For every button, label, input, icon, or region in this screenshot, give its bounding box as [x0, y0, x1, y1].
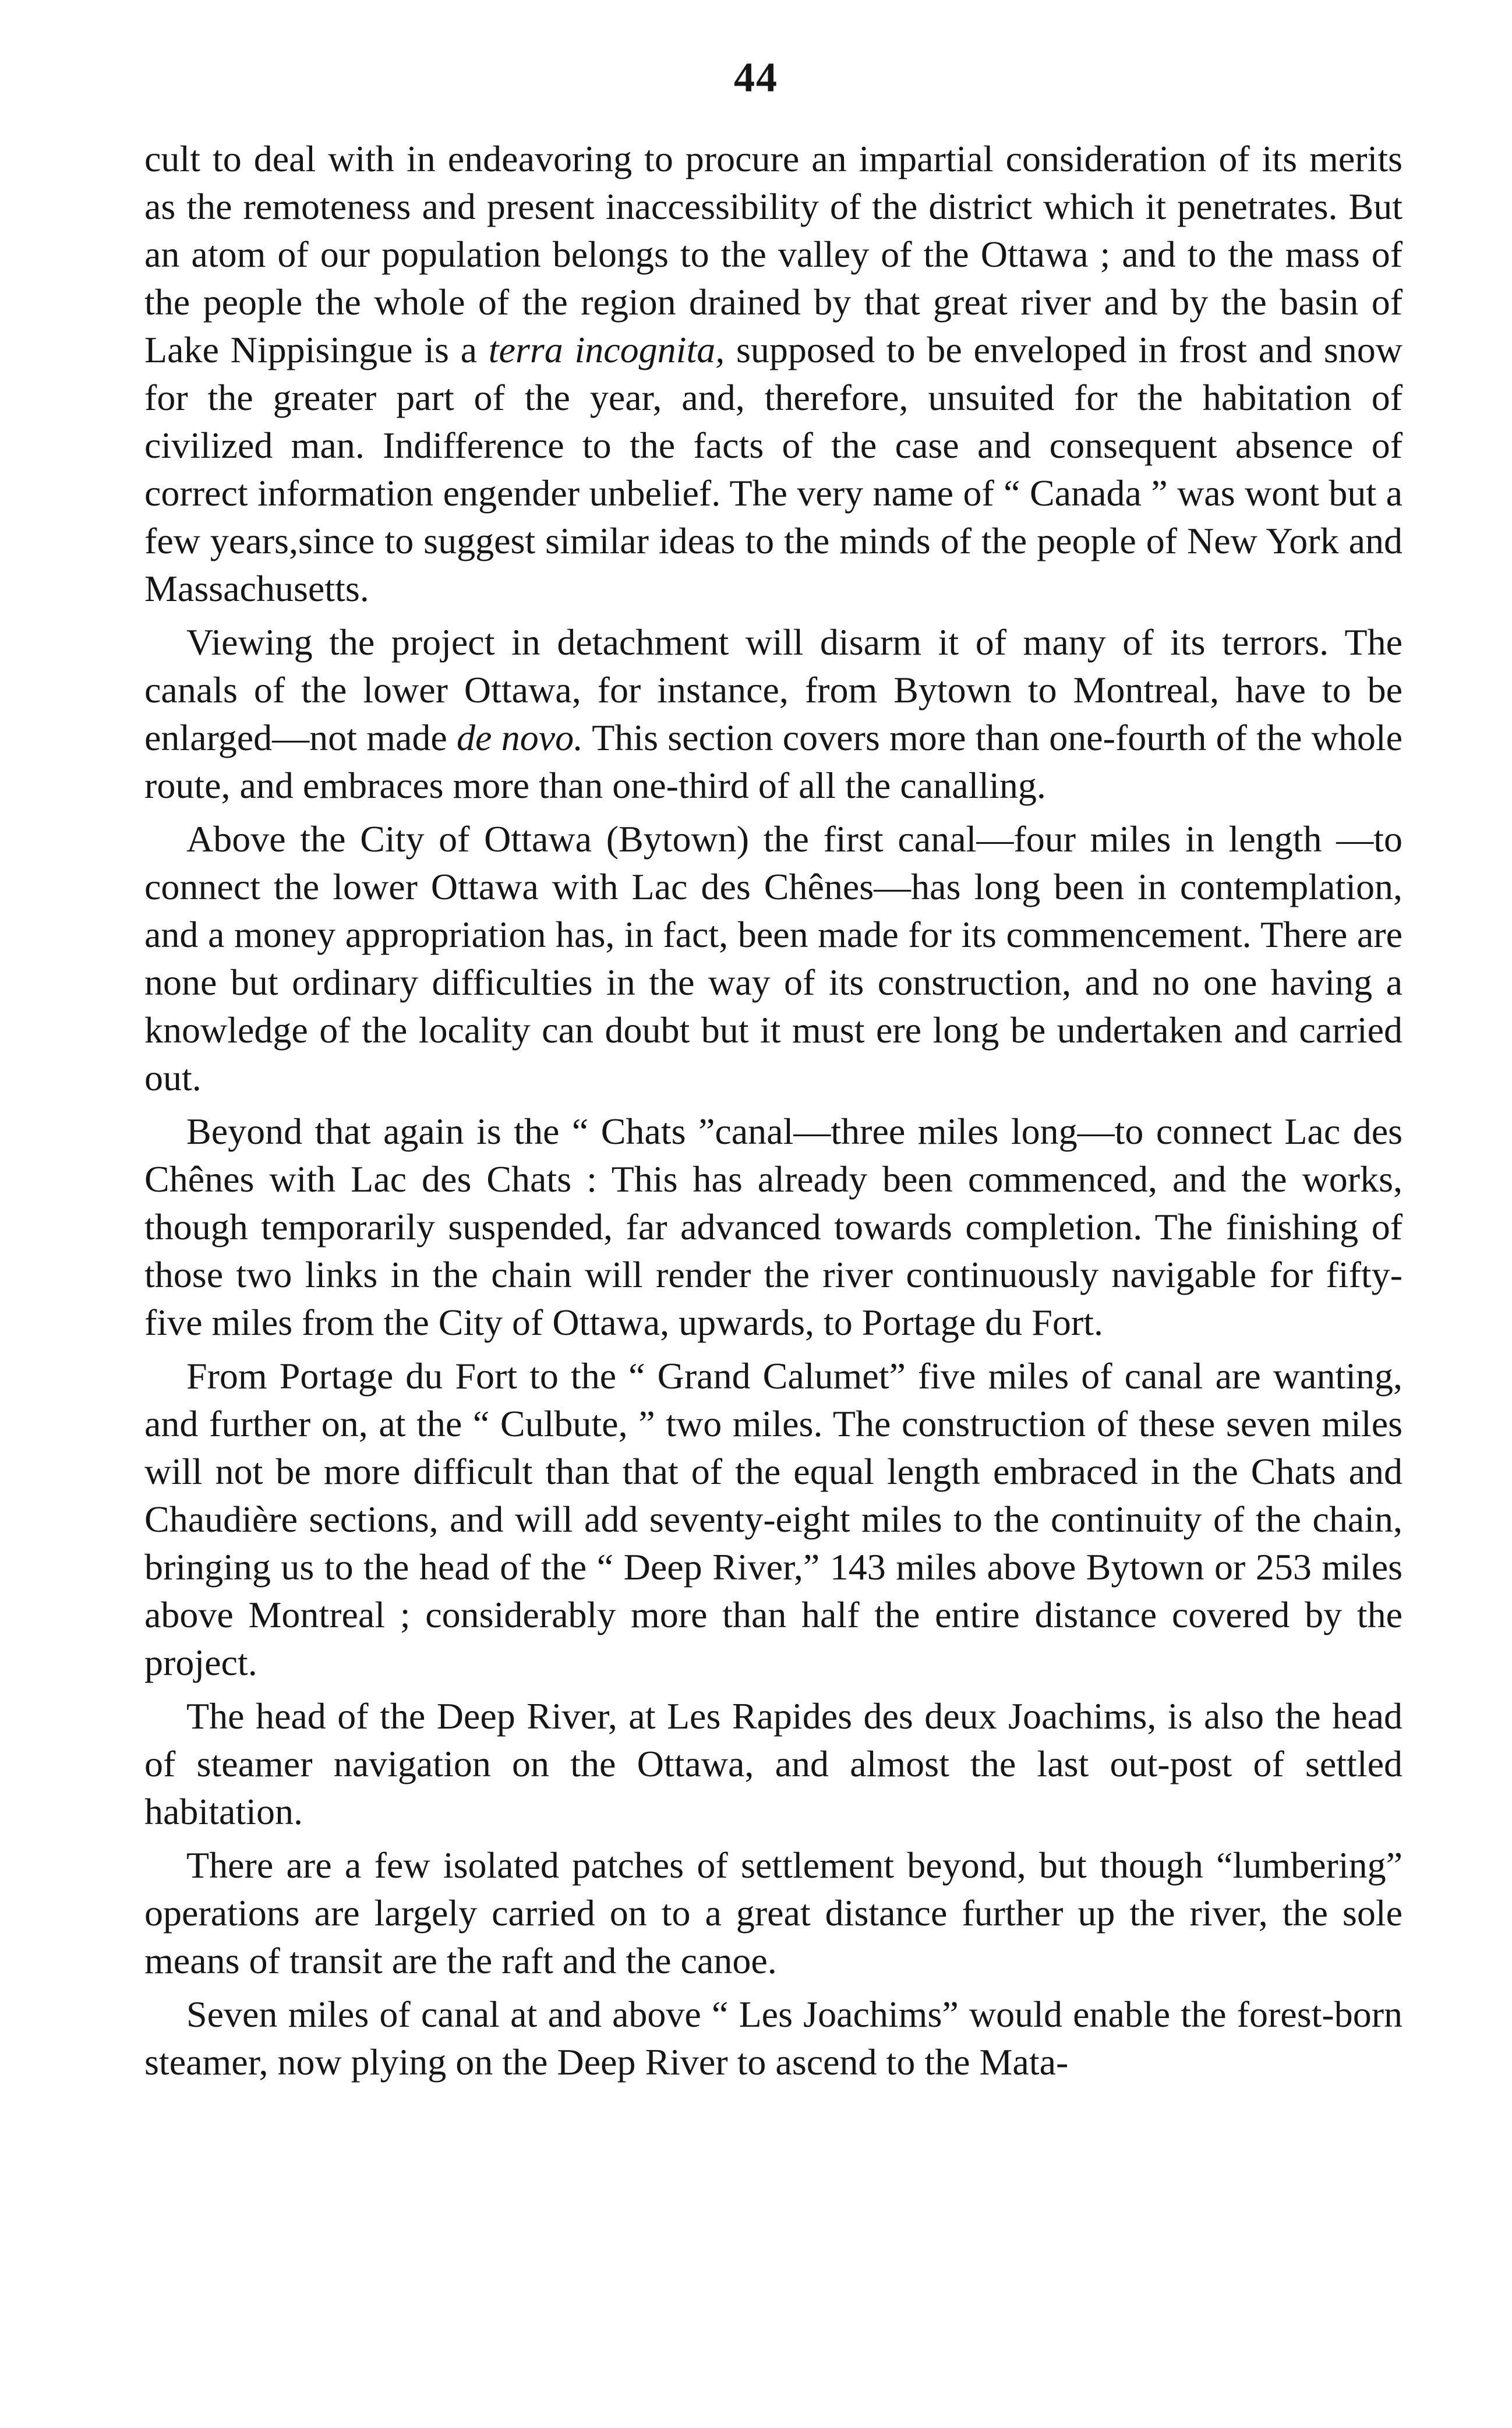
- paragraph-detachment: [144, 619, 1403, 810]
- paragraph-deep-river: [144, 1692, 1403, 1836]
- paragraph-les-joachims: [144, 1991, 1403, 2086]
- italic-phrase: de novo.: [457, 717, 584, 758]
- paragraph-text: cult to deal with in endeavoring to procure an impartial consideration of its merits as the remoteness and present inaccessibility of the district which it penetrates. But an atom of our population belongs to the valley of the Ottawa ; and to the mass of the people the whole of the region drained by that great river and by the basin of Lake Nippisingue is a: [144, 138, 1403, 370]
- paragraph-text: Viewing the project in detachment will disarm it of many of its terrors. The canals of the lower Ottawa, for instance, from Bytown to Montreal, have to be enlarged—not made: [144, 621, 1403, 758]
- paragraph-portage-du-fort: [144, 1352, 1403, 1687]
- italic-phrase: terra incognita,: [488, 329, 725, 370]
- paragraph-settlement: [144, 1842, 1403, 1985]
- paragraph-bytown-canal: [144, 815, 1403, 1102]
- paragraph-text: This section covers more than one-fourth of the whole route, and embraces more than one-third of all the canalling.: [144, 717, 1403, 806]
- paragraph-continuation: [144, 135, 1403, 613]
- paragraph-text: The head of the Deep River, at Les Rapides des deux Joachims, is also the head of steamer navigation on the Ottawa, and almost the last out-post of settled habitation.: [144, 1695, 1403, 1832]
- paragraph-text: Seven miles of canal at and above “ Les Joachims” would enable the forest-born steamer, now plying on the Deep River to ascend to the Mata-: [144, 1994, 1403, 2083]
- body-text: [144, 135, 1403, 2092]
- paragraph-text: Beyond that again is the “ Chats ”canal—three miles long—to connect Lac des Chênes with Lac des Chats : This has already been commenced, and the works, though temporarily suspended, far advanced towards completion. The finishing of those two links in the chain will render the river continuously navigable for fifty-five miles from the City of Ottawa, upwards, to Portage du Fort.: [144, 1111, 1403, 1343]
- paragraph-text: supposed to be enveloped in frost and snow for the greater part of the year, and, therefore, unsuited for the habitation of civilized man. Indifference to the facts of the case and consequent absence of correct information engender unbelief. The very name of “ Canada ” was wont but a few years,since to suggest similar ideas to the minds of the people of New York and Massachusetts.: [144, 329, 1403, 609]
- paragraph-chats-canal: [144, 1108, 1403, 1346]
- paragraph-text: Above the City of Ottawa (Bytown) the first canal—four miles in length —to connect the lower Ottawa with Lac des Chênes—has long been in contemplation, and a money appropriation has, in fact, been made for its commencement. There are none but ordinary difficulties in the way of its construction, and no one having a knowledge of the locality can doubt but it must ere long be undertaken and carried out.: [144, 818, 1403, 1098]
- paragraph-text: From Portage du Fort to the “ Grand Calumet” five miles of canal are wanting, and further on, at the “ Culbute, ” two miles. The construction of these seven miles will not be more difficult than that of the equal length embraced in the Chats and Chaudière sections, and will add seventy-eight miles to the continuity of the chain, bringing us to the head of the “ Deep River,” 143 miles above Bytown or 253 miles above Montreal ; considerably more than half the entire distance covered by the project.: [144, 1355, 1403, 1683]
- paragraph-text: There are a few isolated patches of settlement beyond, but though “lumbering” operations are largely carried on to a great distance further up the river, the sole means of transit are the raft and the canoe.: [144, 1844, 1403, 1981]
- page-number: 44: [734, 54, 778, 101]
